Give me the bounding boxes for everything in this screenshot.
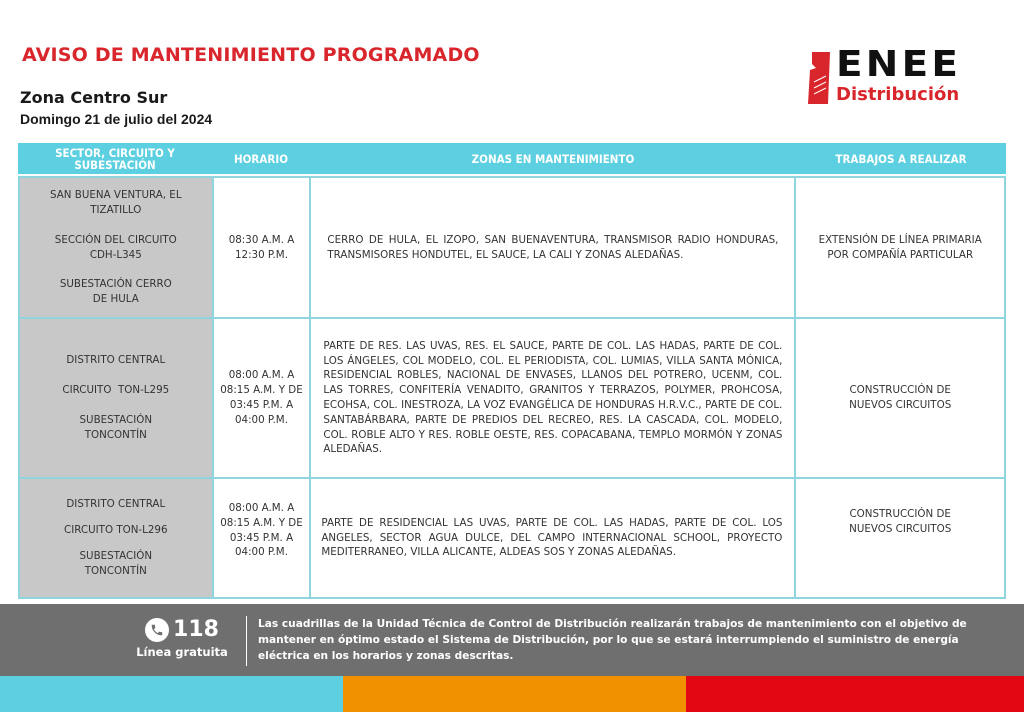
substation-name: SUBESTACIÓN TONCONTÍN: [79, 550, 153, 577]
sector-cell: [20, 319, 214, 479]
column-header-schedule: HORARIO: [233, 151, 289, 166]
enee-tower-icon: [808, 52, 830, 104]
table-row: [18, 319, 1006, 479]
schedule-cell: [214, 178, 312, 319]
sector-name: DISTRITO CENTRAL: [66, 498, 166, 511]
stripe-orange: [343, 676, 686, 712]
stripe-red: [686, 676, 1024, 712]
phone-icon: [145, 618, 169, 642]
work-cell: [796, 479, 1006, 599]
table-row: [18, 176, 1006, 319]
substation-name: SUBESTACIÓN CERRO DE HULA: [59, 278, 172, 306]
maintenance-date: Domingo 21 de julio del 2024: [20, 111, 213, 127]
work-text: CONSTRUCCIÓN DE NUEVOS CIRCUITOS: [849, 384, 952, 411]
page-title: AVISO DE MANTENIMIENTO PROGRAMADO: [22, 44, 480, 66]
sector-name: SAN BUENA VENTURA, EL TIZATILLO: [50, 189, 182, 216]
hotline-label: Línea gratuita: [136, 645, 228, 659]
zone-name: Zona Centro Sur: [20, 88, 168, 107]
footer-banner: [0, 604, 1024, 676]
footer-divider: [246, 616, 247, 666]
enee-logo: [806, 44, 991, 108]
brand-color-stripe: [0, 676, 1024, 712]
circuit-name: SECCIÓN DEL CIRCUITO CDH-L345: [54, 233, 187, 261]
stripe-cyan: [0, 676, 343, 712]
schedule-text: 08:00 A.M. A 08:15 A.M. Y DE 03:45 P.M. A 04:00 P.M.: [220, 502, 303, 559]
work-text: EXTENSIÓN DE LÍNEA PRIMARIA POR COMPAÑÍA PARTICULAR: [818, 233, 982, 261]
maintenance-table: [18, 143, 1006, 599]
sector-cell: [20, 178, 214, 319]
maintenance-notice: Las cuadrillas de la Unidad Técnica de Control de Distribución realizarán trabajos de mantenimiento con el objetivo de mantener en óptimo estado el Sistema de Distribución, por lo que se estará interrumpiendo el suministro de energía eléctrica en los horarios y zonas descritas.: [258, 618, 967, 662]
work-text: CONSTRUCCIÓN DE NUEVOS CIRCUITOS: [849, 508, 952, 535]
schedule-text: 08:30 A.M. A 12:30 P.M.: [228, 233, 295, 261]
work-cell: [796, 178, 1006, 319]
logo-wordmark: ENEE: [836, 44, 962, 85]
schedule-cell: [214, 319, 312, 479]
column-header-work: TRABAJOS A REALIZAR: [835, 151, 967, 166]
schedule-text: 08:00 A.M. A 08:15 A.M. Y DE 03:45 P.M. A 04:00 P.M.: [220, 369, 303, 426]
zones-cell: [311, 479, 796, 599]
table-header: [18, 143, 1006, 174]
column-header-sector: SECTOR, CIRCUITO Y SUBESTACIÓN: [55, 145, 175, 172]
zones-cell: [311, 178, 796, 319]
substation-name: SUBESTACIÓN TONCONTÍN: [79, 414, 153, 441]
logo-subtitle: Distribución: [836, 84, 960, 105]
hotline: [136, 618, 228, 659]
work-cell: [796, 319, 1006, 479]
zones-cell: [311, 319, 796, 479]
zones-text: CERRO DE HULA, EL IZOPO, SAN BUENAVENTURA, TRANSMISOR RADIO HONDURAS, TRANSMISORES HONDUTEL, EL SAUCE, LA CALI Y ZONAS ALEDAÑAS.: [327, 233, 779, 261]
schedule-cell: [214, 479, 312, 599]
sector-cell: [20, 479, 214, 599]
sector-name: DISTRITO CENTRAL: [66, 354, 166, 367]
circuit-name: CIRCUITO TON-L295: [62, 384, 170, 397]
hotline-number: 118: [173, 617, 219, 642]
zones-text: PARTE DE RESIDENCIAL LAS UVAS, PARTE DE COL. LAS HADAS, PARTE DE COL. LOS ANGELES, SECTOR AGUA DULCE, DEL CAMPO INTERNACIONAL SCHOOL, PROYECTO MEDITERRANEO, VILLA ALICANTE, ALDEAS SOS Y ZONAS ALEDAÑAS.: [321, 516, 783, 559]
column-header-zones: ZONAS EN MANTENIMIENTO: [471, 151, 635, 166]
table-row: [18, 479, 1006, 599]
circuit-name: CIRCUITO TON-L296: [64, 524, 168, 537]
zones-text: PARTE DE RES. LAS UVAS, RES. EL SAUCE, PARTE DE COL. LAS HADAS, PARTE DE COL. LOS ÁNGELES, COL MODELO, COL. EL PERIODISTA, COL. LUMIAS, VILLA SANTA MÓNICA, RESIDENCIAL ROBLES, NACIONAL DE ENVASES, LLANOS DEL POTRERO, UCENM, COL. LAS TORRES, CONFITERÍA VENADITO, GRANITOS Y TERRAZOS, POLYMER, PROHCOSA, ECOHSA, COL. INESTROZA, LA VOZ EVANGÉLICA DE HONDURAS H.R.V.C., PARTE DE COL. SANTABÁRBARA, PARTE DE PREDIOS DEL RECREO, RES. LA CASCADA, COL. MODELO, COL. ROBLE ALTO Y RES. ROBLE OESTE, RES. COPACABANA, TEMPLO MORMÓN Y ZONAS ALEDAÑAS.: [323, 339, 783, 456]
